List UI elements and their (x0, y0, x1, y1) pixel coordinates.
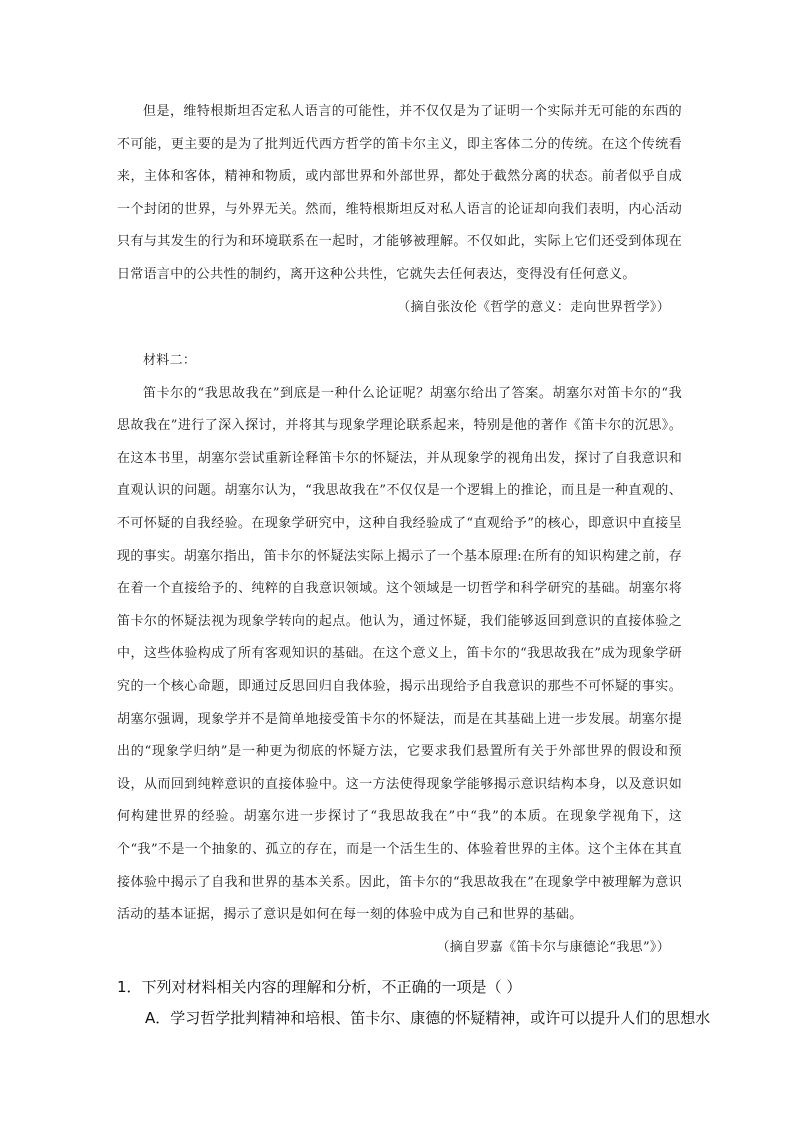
question-one-stem: 1．下列对材料相关内容的理解和分析，不正确的一项是（ ） (117, 978, 522, 996)
question-one-option-a: A．学习哲学批判精神和培根、笛卡尔、康德的怀疑精神，或许可以提升人们的思想水 (145, 1009, 711, 1027)
material-one-source: （摘自张汝伦《哲学的意义：走向世界哲学》） (397, 299, 670, 315)
material-one-section (117, 96, 682, 324)
material-two-label: 材料二： (143, 353, 197, 368)
material-one-paragraph: 但是，维特根斯坦否定私人语言的可能性，并不仅仅是为了证明一个实际并无可能的东西的不可能，更主要的是为了批判近代西方哲学的笛卡尔主义，即主客体二分的传统。在这个传统看来，主体和客体，精神和物质，或内部世界和外部世界，都处于截然分离的状态。前者似乎自成一个封闭的世界，与外界无关。然而，维特根斯坦反对私人语言的论证却向我们表明，内心活动只有与其发生的行为和环境联系在一起时，才能够被理解。不仅如此，实际上它们还受到体现在日常语言中的公共性的制约，离开这种公共性，它就失去任何表达，变得没有任何意义。 (117, 104, 682, 282)
material-two-paragraph: 笛卡尔的“我思故我在”到底是一种什么论证呢？胡塞尔给出了答案。胡塞尔对笛卡尔的“我思故我在”进行了深入探讨，并将其与现象学理论联系起来，特别是他的著作《笛卡尔的沉思》。在这本书里，胡塞尔尝试重新诠释笛卡尔的怀疑法，并从现象学的视角出发，探讨了自我意识和直观认识的问题。胡塞尔认为，“我思故我在”不仅仅是一个逻辑上的推论，而且是一种直观的、不可怀疑的自我经验。在现象学研究中，这种自我经验成了“直观给予”的核心，即意识中直接呈现的事实。胡塞尔指出，笛卡尔的怀疑法实际上揭示了一个基本原理:在所有的知识构建之前，存在着一个直接给予的、纯粹的自我意识领域。这个领域是一切哲学和科学研究的基础。胡塞尔将笛卡尔的怀疑法视为现象学转向的起点。他认为，通过怀疑，我们能够返回到意识的直接体验之中，这些体验构成了所有客观知识的基础。在这个意义上，笛卡尔的“我思故我在”成为现象学研究的一个核心命题，即通过反思回归自我体验，揭示出现给予自我意识的那些不可怀疑的事实。胡塞尔强调，现象学并不是简单地接受笛卡尔的怀疑法，而是在其基础上进一步发展。胡塞尔提出的“现象学归纳”是一种更为彻底的怀疑方法，它要求我们悬置所有关于外部世界的假设和预设，从而回到纯粹意识的直接体验中。这一方法使得现象学能够揭示意识结构本身，以及意识如何构建世界的经验。胡塞尔进一步探讨了“我思故我在”中“我”的本质。在现象学视角下，这个“我”不是一个抽象的、孤立的存在，而是一个活生生的、体验着世界的主体。这个主体在其直接体验中揭示了自我和世界的基本关系。因此，笛卡尔的“我思故我在”在现象学中被理解为意识活动的基本证据，揭示了意识是如何在每一刻的体验中成为自己和世界的基础。 (117, 385, 682, 923)
material-two-section (117, 345, 682, 964)
material-two-source: （摘自罗嘉《笛卡尔与康德论“我思”》） (436, 939, 670, 955)
